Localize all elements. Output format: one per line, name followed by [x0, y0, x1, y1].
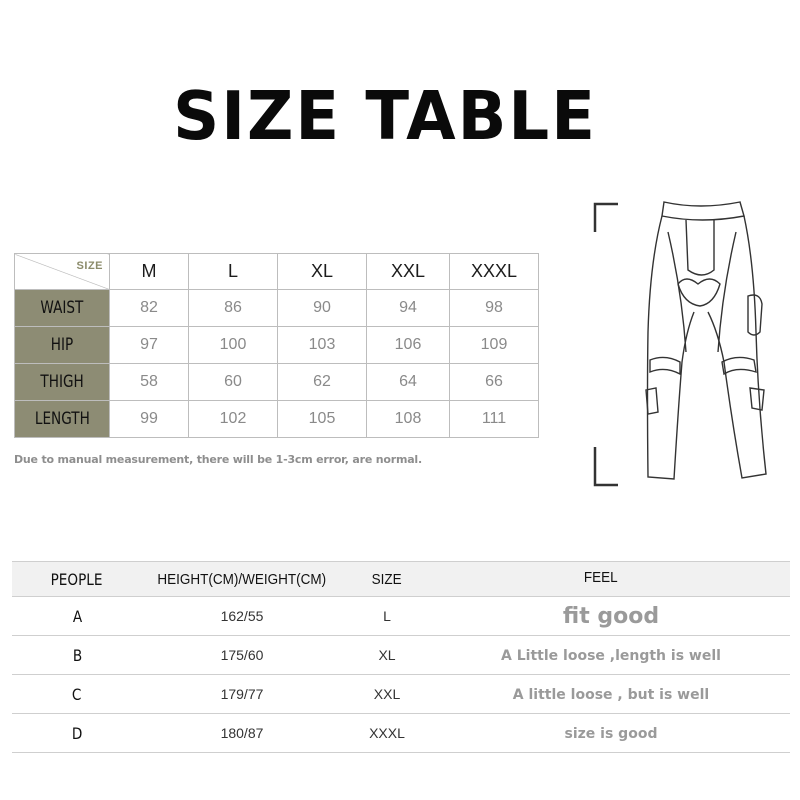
people-row-a [12, 597, 790, 636]
row-header-waist: WAIST [15, 290, 110, 327]
size-cell: 108 [367, 401, 450, 438]
header-height-weight: HEIGHT(CM)/WEIGHT(CM) [142, 562, 342, 597]
size-cell: 106 [367, 327, 450, 364]
people-cell: D [12, 714, 142, 753]
size-table-header-row [15, 254, 539, 290]
height-weight-cell: 162/55 [142, 597, 342, 636]
size-cell: 60 [189, 364, 278, 401]
size-header-xl: XL [278, 254, 367, 290]
size-table [14, 253, 539, 438]
size-cell: 103 [278, 327, 367, 364]
feel-cell: fit good [432, 597, 790, 636]
size-cell: 58 [110, 364, 189, 401]
size-corner-label: SIZE [76, 260, 103, 272]
feel-cell: A little loose , but is well [432, 675, 790, 714]
row-header-length: LENGTH [15, 401, 110, 438]
size-header-xxl: XXL [367, 254, 450, 290]
size-cell: 64 [367, 364, 450, 401]
height-weight-cell: 179/77 [142, 675, 342, 714]
size-row-hip [15, 327, 539, 364]
size-cell: 86 [189, 290, 278, 327]
size-cell: 100 [189, 327, 278, 364]
size-cell: 109 [450, 327, 539, 364]
feel-cell: A Little loose ,length is well [432, 636, 790, 675]
height-weight-cell: 175/60 [142, 636, 342, 675]
size-cell: 102 [189, 401, 278, 438]
size-header-xxxl: XXXL [450, 254, 539, 290]
people-table-header-row [12, 562, 790, 597]
people-table [12, 561, 790, 753]
size-cell: XL [342, 636, 432, 675]
size-cell: 62 [278, 364, 367, 401]
size-header-l: L [189, 254, 278, 290]
height-weight-cell: 180/87 [142, 714, 342, 753]
size-cell: 94 [367, 290, 450, 327]
people-row-d [12, 714, 790, 753]
size-header-m: M [110, 254, 189, 290]
people-row-c [12, 675, 790, 714]
size-cell: L [342, 597, 432, 636]
feel-cell: size is good [432, 714, 790, 753]
row-header-hip: HIP [15, 327, 110, 364]
people-row-b [12, 636, 790, 675]
size-row-thigh [15, 364, 539, 401]
size-cell: 105 [278, 401, 367, 438]
header-people: PEOPLE [12, 562, 142, 597]
size-cell: XXL [342, 675, 432, 714]
size-row-length [15, 401, 539, 438]
page-title: SIZE TABLE [173, 78, 597, 156]
size-cell: 90 [278, 290, 367, 327]
size-cell: 111 [450, 401, 539, 438]
size-cell: XXXL [342, 714, 432, 753]
size-row-waist [15, 290, 539, 327]
row-header-thigh: THIGH [15, 364, 110, 401]
size-corner-cell [15, 254, 110, 290]
pants-outline-illustration [590, 192, 780, 492]
people-cell: A [12, 597, 142, 636]
people-cell: B [12, 636, 142, 675]
header-size: SIZE [342, 562, 432, 597]
measurement-note: Due to manual measurement, there will be 1-3cm error, are normal. [14, 453, 422, 466]
header-feel: FEEL [432, 562, 790, 597]
size-cell: 97 [110, 327, 189, 364]
people-cell: C [12, 675, 142, 714]
size-cell: 98 [450, 290, 539, 327]
size-cell: 99 [110, 401, 189, 438]
size-cell: 66 [450, 364, 539, 401]
size-cell: 82 [110, 290, 189, 327]
